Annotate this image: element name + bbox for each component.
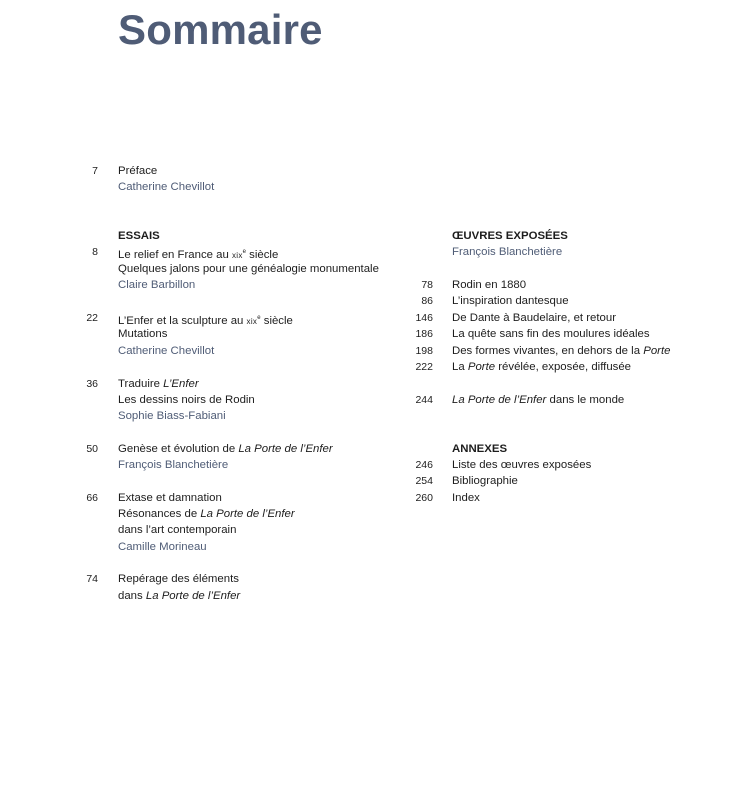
title-text: dans le monde — [546, 394, 625, 406]
toc-entry-author: François Blanchetière — [118, 459, 229, 471]
toc-entry-author: Sophie Biass-Fabiani — [118, 410, 226, 422]
toc-page-number: 86 — [421, 295, 433, 307]
title-italic: L’Enfer — [163, 378, 199, 390]
toc-page-number: 50 — [86, 443, 98, 455]
title-italic: La Porte de l’Enfer — [238, 443, 333, 455]
toc-entry-author: Camille Morineau — [118, 541, 207, 553]
toc-entry-author: Catherine Chevillot — [118, 345, 215, 357]
title-text: siècle — [260, 314, 293, 327]
title-text: Des formes vivantes, en dehors de la — [452, 345, 644, 357]
title-text: L’Enfer et la sculpture au — [118, 314, 247, 327]
toc-entry-author: Claire Barbillon — [118, 279, 196, 291]
title-italic: Porte — [643, 345, 671, 357]
toc-entry-subtitle: Quelques jalons pour une généalogie monumentale — [118, 263, 379, 275]
title-italic: Porte — [467, 361, 496, 373]
subtitle-text: dans — [118, 590, 146, 602]
title-text: Traduire — [118, 378, 164, 390]
toc-entry-title: Extase et damnation — [118, 492, 222, 504]
toc-page-number: 186 — [415, 328, 433, 340]
toc-page-number: 246 — [415, 459, 433, 471]
toc-page-number: 244 — [415, 394, 433, 406]
title-text: La — [452, 361, 468, 373]
century-smallcaps: xix — [246, 316, 258, 326]
century-smallcaps: xix — [231, 250, 243, 260]
subtitle-italic: La Porte de l’Enfer — [145, 590, 241, 602]
title-italic: La Porte de l’Enfer — [452, 394, 547, 406]
section-author: François Blanchetière — [452, 246, 563, 258]
toc-entry-title: La quête sans fin des moulures idéales — [452, 328, 650, 340]
toc-entry-title: L’inspiration dantesque — [452, 295, 569, 307]
toc-entry-subtitle: Les dessins noirs de Rodin — [118, 394, 255, 406]
toc-page-number: 7 — [92, 165, 98, 177]
toc-entry-title: Repérage des éléments — [118, 573, 239, 585]
toc-entry-title: Bibliographie — [452, 475, 518, 487]
toc-entry-title — [118, 377, 199, 391]
toc-entry-subtitle — [118, 507, 295, 521]
century-superscript: e — [242, 249, 247, 255]
toc-page-number: 146 — [415, 312, 433, 324]
title-text: Genèse et évolution de — [118, 443, 239, 455]
toc-entry-title: Préface — [118, 165, 158, 177]
toc-page-number: 22 — [86, 312, 98, 324]
toc-entry-title — [118, 442, 333, 456]
toc-entry-title — [452, 360, 631, 374]
title-text: Le relief en France au — [118, 248, 232, 261]
page-title: Sommaire — [118, 6, 323, 53]
toc-entry-title: Rodin en 1880 — [452, 279, 527, 291]
toc-page-number: 74 — [86, 573, 98, 585]
toc-entry-title — [452, 344, 670, 358]
toc-page-number: 78 — [421, 279, 433, 291]
toc-entry-subtitle: Mutations — [118, 328, 168, 340]
toc-page-number: 8 — [92, 246, 98, 258]
toc-entry-subtitle — [118, 589, 240, 603]
toc-page-number: 222 — [415, 361, 433, 373]
century-superscript: e — [257, 315, 261, 321]
toc-page-number: 66 — [86, 492, 98, 504]
toc-entry-title: Liste des œuvres exposées — [452, 459, 592, 471]
toc-entry-title: Index — [452, 492, 480, 504]
section-heading-annexes: ANNEXES — [452, 443, 508, 455]
subtitle-italic: La Porte de l’Enfer — [200, 508, 295, 520]
toc-entry-title — [118, 245, 278, 263]
toc-entry-author: Catherine Chevillot — [118, 181, 215, 193]
section-heading-essais: ESSAIS — [118, 230, 160, 242]
toc-entry-title: De Dante à Baudelaire, et retour — [452, 312, 616, 324]
toc-page-number: 260 — [415, 492, 433, 504]
section-heading-oeuvres: ŒUVRES EXPOSÉES — [452, 230, 568, 242]
toc-page-number: 36 — [86, 378, 98, 390]
toc-entry-title — [452, 393, 624, 407]
toc-entry-subtitle: dans l’art contemporain — [118, 524, 237, 536]
subtitle-text: Résonances de — [118, 508, 201, 520]
title-text: siècle — [246, 248, 279, 261]
title-text: révélée, exposée, diffusée — [495, 361, 632, 373]
toc-page-number: 254 — [415, 475, 433, 487]
toc-page-number: 198 — [415, 345, 433, 357]
